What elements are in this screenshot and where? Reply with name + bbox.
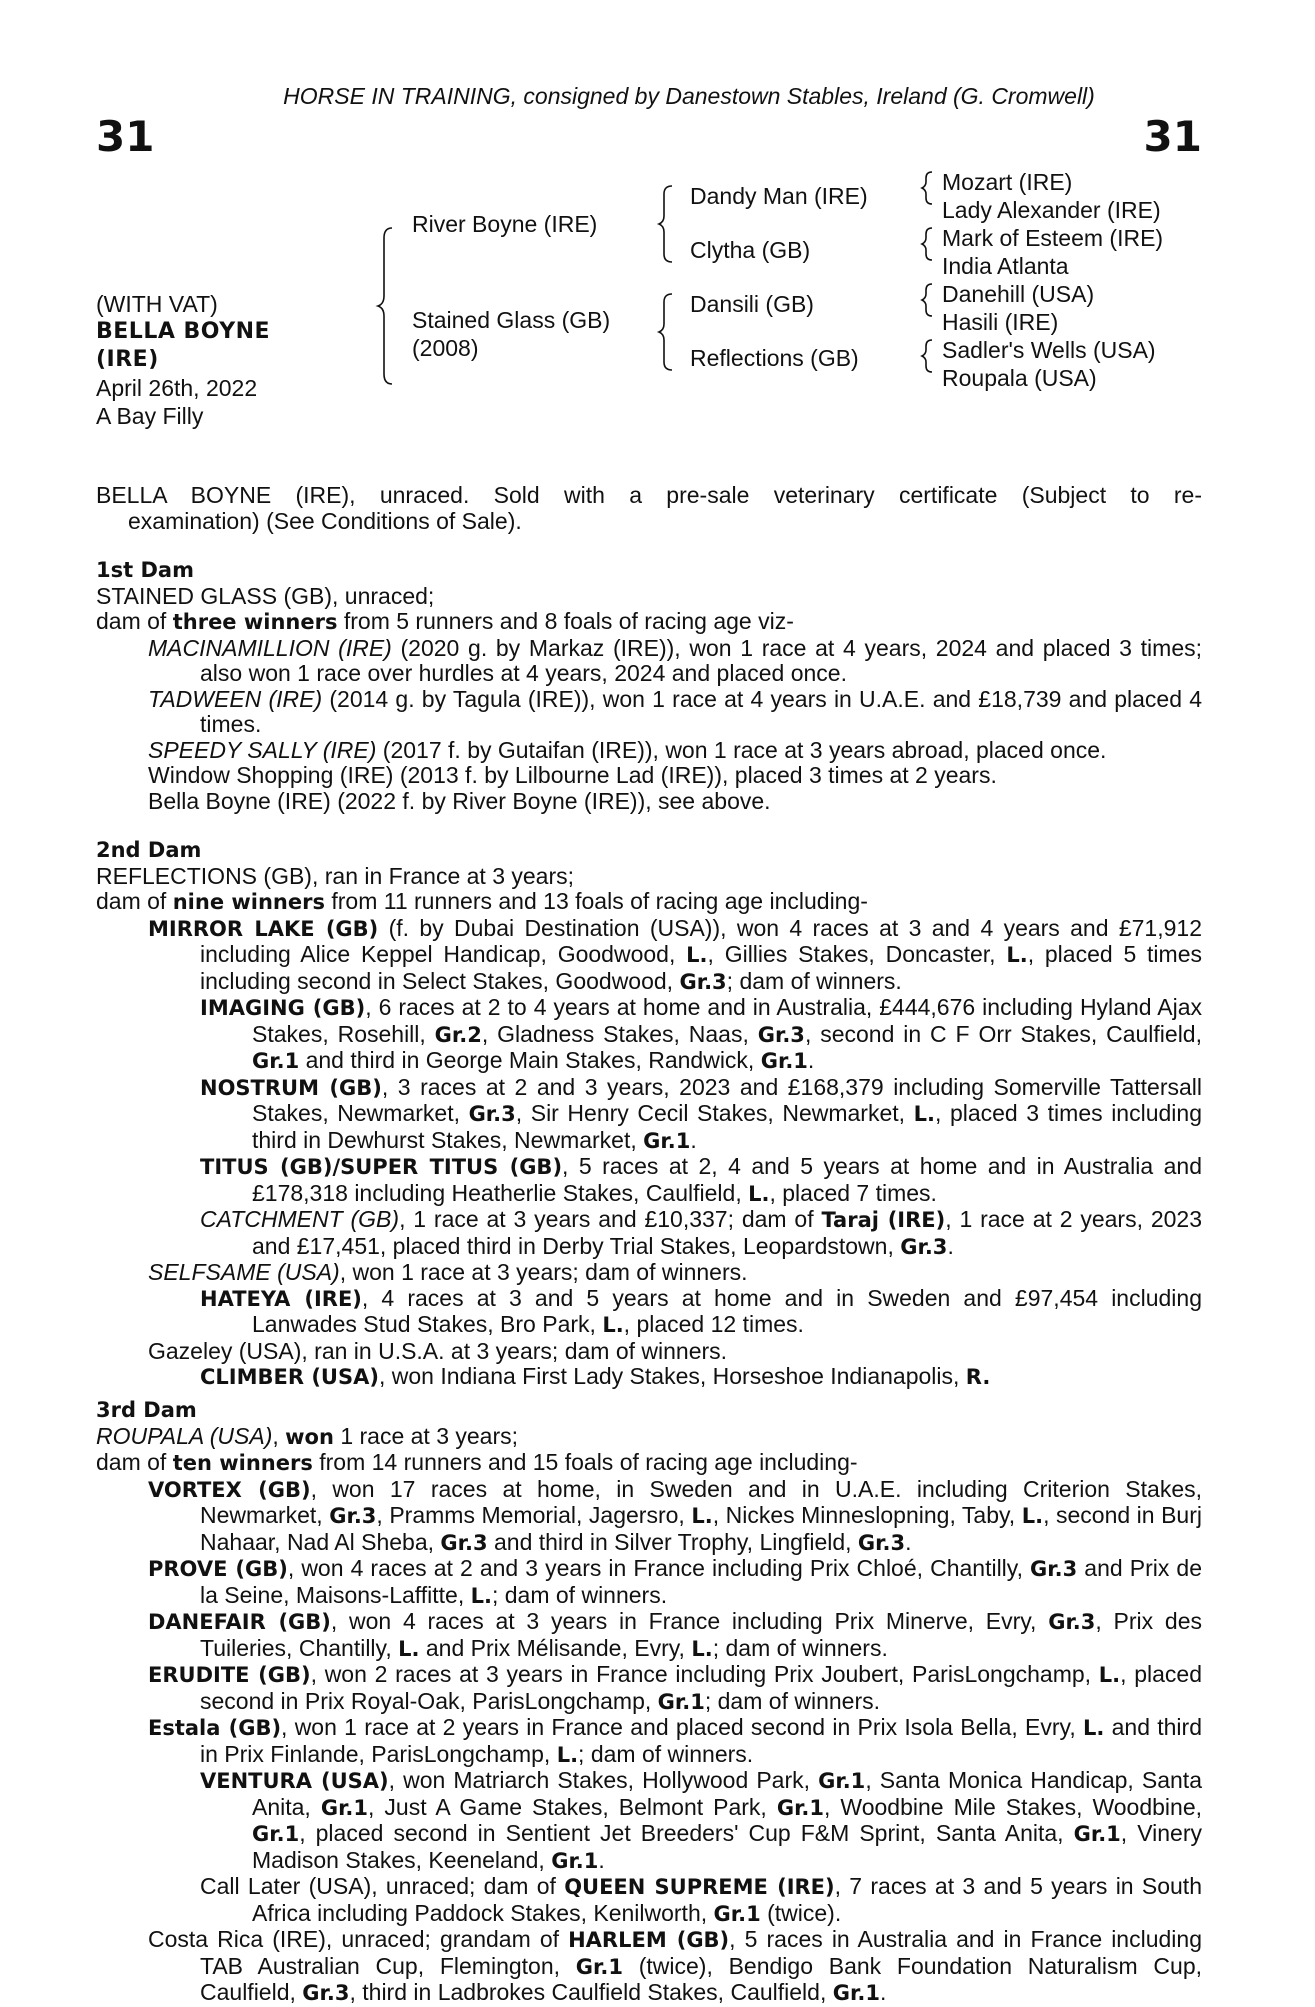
second-dam-heading: 2nd Dam: [96, 838, 202, 862]
ancestor-5: Danehill (USA): [942, 281, 1095, 307]
produce-climber: CLIMBER (USA), won Indiana First Lady Stakes, Horseshoe Indianapolis, R.: [200, 1363, 991, 1389]
ancestor-4: India Atlanta: [942, 253, 1069, 279]
produce-estala: Estala (GB), won 1 race at 2 years in France and placed second in Prix Isola Bella, Evry, L. and third in Prix Finlande, ParisLongchamp, L.; dam of winners.: [148, 1714, 1202, 1767]
produce-ventura: VENTURA (USA), won Matriarch Stakes, Hollywood Park, Gr.1, Santa Monica Handicap, Santa Anita, Gr.1, Just A Game Stakes, Belmont Park, Gr.1, Woodbine Mile Stakes, Woodbine, Gr.1, placed second in Sentient Jet Breeders' Cup F&M Sprint, Santa Anita, Gr.1, Vinery Madison Stakes, Keeneland, Gr.1.: [200, 1767, 1203, 1873]
first-dam-heading: 1st Dam: [96, 558, 194, 582]
produce-selfsame: SELFSAME (USA), won 1 race at 3 years; dam of winners.: [148, 1259, 748, 1285]
first-dam-name: STAINED GLASS (GB), unraced;: [96, 582, 435, 609]
foaling-date: April 26th, 2022: [96, 375, 258, 401]
lot-number-left: 31: [96, 112, 155, 161]
produce-tadween: TADWEEN (IRE) (2014 g. by Tagula (IRE)), won 1 race at 4 years in U.A.E. and £18,739 and placed 4 times.: [148, 685, 1203, 737]
produce-window-shopping: Window Shopping (IRE) (2013 f. by Lilbourne Lad (IRE)), placed 3 times at 2 years.: [148, 762, 997, 788]
ancestor-6: Hasili (IRE): [942, 309, 1059, 335]
produce-mirror-lake: MIRROR LAKE (GB) (f. by Dubai Destination (USA)), won 4 races at 3 and 4 years and £71,912 including Alice Keppel Handicap, Goodwood, L., Gillies Stakes, Doncaster, L., placed 5 times including second in Select Stakes, Goodwood, Gr.3; dam of winners.: [148, 914, 1202, 994]
dam-dam: Reflections (GB): [690, 345, 859, 371]
ancestor-7: Sadler's Wells (USA): [942, 337, 1156, 363]
sale-note-line2: examination) (See Conditions of Sale).: [128, 508, 522, 534]
horse-name-suffix: (IRE): [96, 347, 159, 372]
third-dam-section: [96, 1398, 1202, 2007]
second-dam-produce: dam of nine winners from 11 runners and 13 foals of racing age including-: [96, 888, 868, 914]
produce-erudite: ERUDITE (GB), won 2 races at 3 years in France including Prix Joubert, ParisLongchamp, L., placed second in Prix Royal-Oak, ParisLongchamp, Gr.1; dam of winners.: [148, 1661, 1203, 1714]
sale-note-line1: BELLA BOYNE (IRE), unraced. Sold with a pre-sale veterinary certificate (Subject to re-: [96, 482, 1202, 508]
produce-vortex: VORTEX (GB), won 17 races at home, in Sweden and in U.A.E. including Criterion Stakes, Newmarket, Gr.3, Pramms Memorial, Jagersro, L., Nickes Minneslopning, Taby, L., second in Burj Nahaar, Nad Al Sheba, Gr.3 and third in Silver Trophy, Lingfield, Gr.3.: [148, 1475, 1203, 1555]
produce-titus: TITUS (GB)/SUPER TITUS (GB), 5 races at 2, 4 and 5 years at home and in Australia and £178,318 including Heatherlie Stakes, Caulfield, L., placed 7 times.: [200, 1153, 1203, 1206]
lot-number-right: 31: [1143, 112, 1202, 161]
ancestor-3: Mark of Esteem (IRE): [942, 225, 1164, 251]
ancestor-2: Lady Alexander (IRE): [942, 197, 1161, 223]
third-dam-name: ROUPALA (USA), won 1 race at 3 years;: [96, 1422, 519, 1449]
dam-year: (2008): [412, 335, 479, 361]
first-dam-produce: dam of three winners from 5 runners and 8 foals of racing age viz-: [96, 608, 794, 634]
produce-catchment: CATCHMENT (GB), 1 race at 3 years and £10,337; dam of Taraj (IRE), 1 race at 2 years, 2023 and £17,451, placed third in Derby Trial Stakes, Leopardstown, Gr.3.: [200, 1206, 1202, 1259]
produce-speedy-sally: SPEEDY SALLY (IRE) (2017 f. by Gutaifan (IRE)), won 1 race at 3 years abroad, placed once.: [148, 736, 1107, 763]
produce-call-later: Call Later (USA), unraced; dam of QUEEN SUPREME (IRE), 7 races at 3 and 5 years in South Africa including Paddock Stakes, Kenilworth, Gr.1 (twice).: [200, 1873, 1202, 1926]
produce-prove: PROVE (GB), won 4 races at 2 and 3 years in France including Prix Chloé, Chantilly, Gr.3 and Prix de la Seine, Maisons-Laffitte, L.; dam of winners.: [148, 1555, 1202, 1608]
produce-hateya: HATEYA (IRE), 4 races at 3 and 5 years at home and in Sweden and £97,454 including Lanwades Stud Stakes, Bro Park, L., placed 12 times.: [200, 1284, 1202, 1337]
ancestor-8: Roupala (USA): [942, 365, 1097, 391]
second-dam-section: [96, 838, 1202, 1391]
produce-imaging: IMAGING (GB), 6 races at 2 to 4 years at home and in Australia, £444,676 including Hyland Ajax Stakes, Rosehill, Gr.2, Gladness Stakes, Naas, Gr.3, second in C F Orr Stakes, Caulfield, Gr.1 and third in George Main Stakes, Randwick, Gr.1.: [200, 994, 1202, 1073]
dam-sire: Dansili (GB): [690, 291, 814, 317]
vat-label: (WITH VAT): [96, 291, 218, 317]
produce-danefair: DANEFAIR (GB), won 4 races at 3 years in France including Prix Minerve, Evry, Gr.3, Prix des Tuileries, Chantilly, L. and Prix Mélisande, Evry, L.; dam of winners.: [148, 1608, 1202, 1661]
produce-gazeley: Gazeley (USA), ran in U.S.A. at 3 years; dam of winners.: [148, 1337, 728, 1364]
horse-type: A Bay Filly: [96, 403, 204, 429]
first-dam-section: [96, 558, 1202, 814]
produce-macinamillion: MACINAMILLION (IRE) (2020 g. by Markaz (IRE)), won 1 race at 4 years, 2024 and placed 3 times; also won 1 race over hurdles at 4 years, 2024 and placed once.: [148, 634, 1202, 686]
horse-name: BELLA BOYNE: [96, 319, 271, 344]
third-dam-heading: 3rd Dam: [96, 1398, 197, 1422]
page-header-title: HORSE IN TRAINING, consigned by Danestown Stables, Ireland (G. Cromwell): [283, 83, 1095, 109]
ancestor-1: Mozart (IRE): [942, 169, 1073, 195]
sire-sire: Dandy Man (IRE): [690, 183, 868, 209]
second-dam-name: REFLECTIONS (GB), ran in France at 3 years;: [96, 862, 575, 889]
sale-note: [96, 482, 1202, 534]
third-dam-produce: dam of ten winners from 14 runners and 15 foals of racing age including-: [96, 1449, 858, 1475]
sire-dam: Clytha (GB): [690, 237, 811, 263]
produce-nostrum: NOSTRUM (GB), 3 races at 2 and 3 years, 2023 and £168,379 including Somerville Tattersall Stakes, Newmarket, Gr.3, Sir Henry Cecil Stakes, Newmarket, L., placed 3 times including third in Dewhurst Stakes, Newmarket, Gr.1.: [200, 1073, 1202, 1153]
dam: Stained Glass (GB): [412, 307, 611, 333]
sire: River Boyne (IRE): [412, 211, 598, 237]
produce-bella-boyne: Bella Boyne (IRE) (2022 f. by River Boyne (IRE)), see above.: [148, 787, 771, 814]
produce-costa-rica: Costa Rica (IRE), unraced; grandam of HARLEM (GB), 5 races in Australia and in France including TAB Australian Cup, Flemington, Gr.1 (twice), Bendigo Bank Foundation Naturalism Cup, Caulfield, Gr.3, third in Ladbrokes Caulfield Stakes, Caulfield, Gr.1.: [148, 1926, 1202, 2005]
